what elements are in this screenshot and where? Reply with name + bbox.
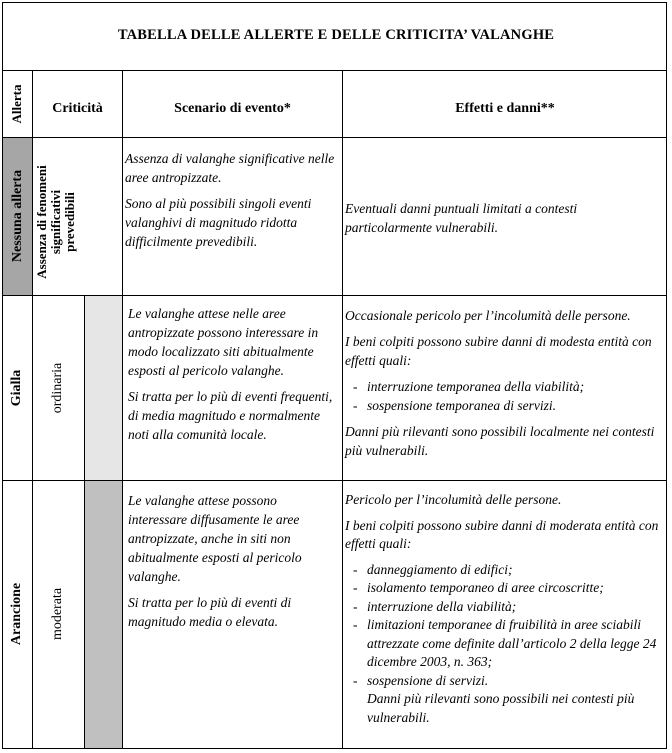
header-allerta: Allerta [9,84,24,124]
effetti-arancione-p1: Pericolo per l’incolumità delle persone. [345,492,562,507]
effetti-arancione-item: - sospensione di servizi. [345,672,663,691]
criticita-arancione: moderata [50,587,65,641]
rule-under-nessuna [2,295,667,296]
rule-under-gialla [2,480,667,481]
scenario-arancione-p2: Si tratta per lo più di eventi di magnitudo media o elevata. [128,595,292,629]
scenario-gialla-p2: Si tratta per lo più di eventi frequenti, di media magnitudo e normalmente noti alla comunità locale. [128,389,333,442]
effetti-arancione-outro: Danni più rilevanti sono possibili nei contesti più vulnerabili. [367,691,635,725]
effetti-gialla-item: - interruzione temporanea della viabilità; [345,377,663,396]
scenario-gialla-p1: Le valanghe attese nelle aree antropizzate possono interessare in modo localizzato siti abitualmente esposti al pericolo valanghe. [128,306,319,378]
scenario-nessuna [125,149,337,258]
effetti-arancione-item: - isolamento temporaneo di aree circoscritte; [345,579,663,598]
criticita-gialla: ordinaria [50,362,65,414]
criticita-nessuna: Assenza di fenomeni significativi prevedibili [34,165,77,279]
effetti-arancione-p2: I beni colpiti possono subire danni di moderata entità con effetti quali: [345,517,659,551]
rule-under-title [2,70,667,71]
allerta-nessuna: Nessuna allerta [10,169,25,263]
scenario-gialla [128,304,338,451]
table-title: TABELLA DELLE ALLERTE E DELLE CRITICITA’ VALANGHE [117,27,555,43]
rule-under-header [2,137,667,138]
effetti-gialla-p1: Occasionale pericolo per l’incolumità delle persone. [345,308,631,323]
effetti-nessuna-p1: Eventuali danni puntuali limitati a contesti particolarmente vulnerabili. [345,201,578,235]
rule-col-scenario [342,70,343,749]
allerta-arancione: Arancione [9,582,24,646]
rule-col-criticita [122,70,123,749]
scenario-nessuna-p1: Assenza di valanghe significative nelle aree antropizzate. [125,151,335,185]
effetti-nessuna [345,199,663,244]
effetti-arancione-item: - danneggiamento di edifici; [345,561,663,580]
header-effetti: Effetti e danni** [455,101,555,116]
header-scenario: Scenario di evento* [174,101,291,116]
allerta-gialla: Gialla [9,369,24,407]
rule-criticita-bar [84,295,85,749]
effetti-gialla-p3: Danni più rilevanti sono possibili localmente nei contesti più vulnerabili. [345,424,655,458]
effetti-gialla-item: - sospensione temporanea di servizi. [345,396,663,415]
header-criticita: Criticità [52,101,103,116]
effetti-arancione [345,491,663,727]
effetti-arancione-item: - interruzione della viabilità; [345,598,663,617]
effetti-gialla-p2: I beni colpiti possono subire danni di modesta entità con effetti quali: [345,334,652,368]
rule-col-allerta [32,70,33,749]
scenario-arancione [128,491,338,638]
effetti-arancione-item: - limitazioni temporanee di fruibilità in aree sciabili attrezzate come definite dall’articolo 2 della legge 24 dicembre 2003, n. 363; [345,616,663,672]
scenario-nessuna-p2: Sono al più possibili singoli eventi valanghivi di magnitudo ridotta difficilmente prevedibili. [125,196,312,249]
effetti-gialla [345,306,663,467]
scenario-arancione-p1: Le valanghe attese possono interessare diffusamente le aree antropizzate, anche in siti non abitualmente esposti al pericolo valanghe. [128,493,302,584]
